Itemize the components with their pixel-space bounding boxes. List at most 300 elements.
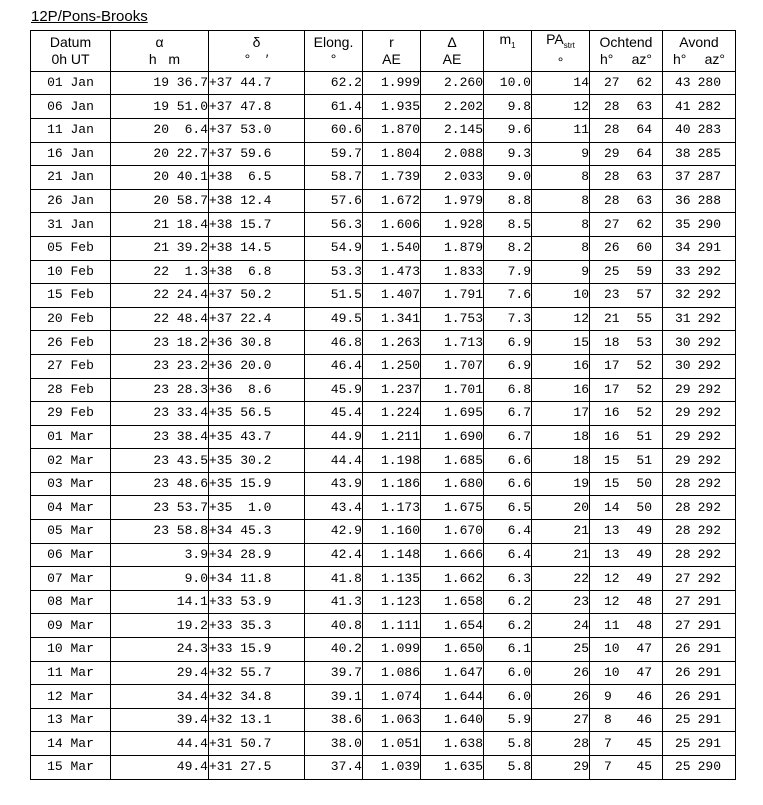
cell-r: 1.606	[363, 213, 421, 237]
cell-dec: +34 11.8	[209, 567, 305, 591]
cell-date: 02 Mar	[31, 449, 111, 473]
cell-ochtend	[590, 166, 663, 190]
cell-delta: 1.647	[421, 661, 484, 685]
cell-avond	[663, 378, 736, 402]
cell-r: 1.407	[363, 284, 421, 308]
cell-ra: 9.0	[111, 567, 209, 591]
cell-avond-altitude: 28	[675, 523, 691, 539]
cell-avond-altitude: 30	[675, 334, 691, 350]
cell-ra: 23 58.8	[111, 520, 209, 544]
cell-r: 1.123	[363, 590, 421, 614]
cell-date: 20 Feb	[31, 307, 111, 331]
cell-delta: 1.833	[421, 260, 484, 284]
cell-elong: 43.9	[305, 472, 363, 496]
cell-delta: 1.635	[421, 756, 484, 780]
cell-ochtend-altitude: 17	[604, 358, 620, 374]
cell-avond-azimuth: 291	[697, 594, 721, 610]
cell-ochtend-azimuth: 49	[636, 570, 652, 586]
cell-ochtend-azimuth: 62	[636, 75, 652, 91]
cell-m1: 5.8	[484, 732, 532, 756]
cell-avond-azimuth: 292	[697, 287, 721, 303]
cell-avond-altitude: 27	[675, 594, 691, 610]
cell-ochtend-azimuth: 63	[636, 193, 652, 209]
cell-avond	[663, 732, 736, 756]
cell-r: 1.135	[363, 567, 421, 591]
cell-ochtend	[590, 708, 663, 732]
cell-r: 1.086	[363, 661, 421, 685]
cell-pa: 26	[532, 685, 590, 709]
table-row	[31, 708, 736, 732]
cell-elong: 38.6	[305, 708, 363, 732]
cell-avond-altitude: 27	[675, 570, 691, 586]
cell-avond-altitude: 28	[675, 546, 691, 562]
header-datum	[31, 31, 111, 72]
header-datum-unit: 0h UT	[51, 50, 90, 67]
cell-ochtend	[590, 614, 663, 638]
cell-dec: +31 27.5	[209, 756, 305, 780]
cell-ochtend-azimuth: 47	[636, 664, 652, 680]
cell-date: 12 Mar	[31, 685, 111, 709]
cell-m1: 6.7	[484, 402, 532, 426]
cell-avond-altitude: 35	[675, 216, 691, 232]
cell-dec: +35 15.9	[209, 472, 305, 496]
cell-dec: +38 12.4	[209, 189, 305, 213]
cell-m1: 6.6	[484, 449, 532, 473]
cell-avond-altitude: 29	[675, 405, 691, 421]
cell-elong: 41.8	[305, 567, 363, 591]
cell-avond-azimuth: 283	[697, 122, 721, 138]
header-ochtend-label: Ochtend	[599, 33, 653, 50]
cell-avond-altitude: 38	[675, 145, 691, 161]
cell-dec: +34 28.9	[209, 543, 305, 567]
cell-avond-altitude: 40	[675, 122, 691, 138]
cell-ochtend	[590, 543, 663, 567]
cell-dec: +38 6.5	[209, 166, 305, 190]
cell-ra: 23 23.2	[111, 354, 209, 378]
cell-dec: +33 15.9	[209, 638, 305, 662]
cell-avond-altitude: 32	[675, 287, 691, 303]
cell-ochtend-altitude: 25	[604, 263, 620, 279]
cell-avond-azimuth: 280	[697, 75, 721, 91]
cell-r: 1.804	[363, 142, 421, 166]
cell-avond	[663, 614, 736, 638]
cell-elong: 40.2	[305, 638, 363, 662]
table-row	[31, 449, 736, 473]
cell-avond	[663, 284, 736, 308]
header-dec	[209, 31, 305, 72]
cell-delta: 1.791	[421, 284, 484, 308]
cell-date: 28 Feb	[31, 378, 111, 402]
cell-date: 06 Mar	[31, 543, 111, 567]
header-m1-label: m	[499, 31, 512, 47]
cell-ochtend-azimuth: 46	[636, 688, 652, 704]
cell-avond-azimuth: 291	[697, 617, 721, 633]
cell-pa: 11	[532, 118, 590, 142]
header-elong	[305, 31, 363, 72]
cell-delta: 1.707	[421, 354, 484, 378]
cell-elong: 39.7	[305, 661, 363, 685]
cell-avond-altitude: 28	[675, 476, 691, 492]
cell-avond-azimuth: 292	[697, 311, 721, 327]
cell-avond-altitude: 26	[675, 688, 691, 704]
cell-dec: +32 55.7	[209, 661, 305, 685]
header-m1	[484, 31, 532, 72]
cell-avond-altitude: 26	[675, 664, 691, 680]
cell-avond-altitude: 29	[675, 381, 691, 397]
header-pa	[532, 31, 590, 72]
cell-ochtend-azimuth: 64	[636, 145, 652, 161]
cell-avond-altitude: 34	[675, 240, 691, 256]
cell-date: 03 Mar	[31, 472, 111, 496]
cell-ra: 20 40.1	[111, 166, 209, 190]
cell-ra: 20 22.7	[111, 142, 209, 166]
cell-dec: +37 53.0	[209, 118, 305, 142]
cell-avond-azimuth: 291	[697, 735, 721, 751]
cell-ochtend-altitude: 15	[604, 452, 620, 468]
cell-avond-azimuth: 285	[697, 145, 721, 161]
table-body	[31, 71, 736, 779]
cell-r: 1.211	[363, 425, 421, 449]
cell-m1: 9.8	[484, 95, 532, 119]
cell-avond	[663, 449, 736, 473]
cell-date: 09 Mar	[31, 614, 111, 638]
cell-avond-azimuth: 292	[697, 405, 721, 421]
cell-elong: 54.9	[305, 236, 363, 260]
cell-pa: 18	[532, 449, 590, 473]
table-row	[31, 378, 736, 402]
cell-r: 1.237	[363, 378, 421, 402]
cell-avond-azimuth: 287	[697, 169, 721, 185]
cell-date: 05 Mar	[31, 520, 111, 544]
table-row	[31, 189, 736, 213]
cell-r: 1.341	[363, 307, 421, 331]
cell-dec: +37 59.6	[209, 142, 305, 166]
cell-r: 1.074	[363, 685, 421, 709]
cell-elong: 42.4	[305, 543, 363, 567]
cell-ra: 24.3	[111, 638, 209, 662]
cell-ochtend-azimuth: 62	[636, 216, 652, 232]
cell-delta: 2.088	[421, 142, 484, 166]
table-row	[31, 590, 736, 614]
cell-avond	[663, 756, 736, 780]
cell-dec: +36 30.8	[209, 331, 305, 355]
cell-ochtend	[590, 472, 663, 496]
cell-delta: 1.979	[421, 189, 484, 213]
cell-avond-azimuth: 292	[697, 429, 721, 444]
cell-avond-azimuth: 282	[697, 98, 721, 114]
cell-elong: 45.4	[305, 402, 363, 426]
table-row	[31, 307, 736, 331]
cell-ochtend	[590, 425, 663, 449]
cell-r: 1.473	[363, 260, 421, 284]
cell-r: 1.148	[363, 543, 421, 567]
cell-m1: 6.8	[484, 378, 532, 402]
cell-avond-azimuth: 290	[697, 216, 721, 232]
cell-date: 01 Mar	[31, 425, 111, 449]
cell-elong: 61.4	[305, 95, 363, 119]
cell-date: 11 Jan	[31, 118, 111, 142]
cell-dec: +33 35.3	[209, 614, 305, 638]
cell-ochtend-azimuth: 53	[636, 334, 652, 350]
cell-date: 15 Feb	[31, 284, 111, 308]
cell-pa: 18	[532, 425, 590, 449]
cell-r: 1.870	[363, 118, 421, 142]
table-row	[31, 756, 736, 780]
cell-avond	[663, 354, 736, 378]
table-row	[31, 402, 736, 426]
cell-ra: 19 36.7	[111, 71, 209, 95]
cell-dec: +32 34.8	[209, 685, 305, 709]
cell-ochtend-azimuth: 60	[636, 240, 652, 256]
cell-dec: +38 14.5	[209, 236, 305, 260]
cell-ochtend-altitude: 14	[604, 499, 620, 515]
table-row	[31, 496, 736, 520]
header-m1-sub: 1	[511, 40, 516, 50]
cell-ochtend-azimuth: 48	[636, 594, 652, 610]
cell-ochtend	[590, 638, 663, 662]
cell-ochtend-azimuth: 63	[636, 169, 652, 185]
cell-avond-altitude: 33	[675, 263, 691, 279]
cell-ra: 34.4	[111, 685, 209, 709]
header-r-unit: AE	[382, 50, 401, 67]
cell-avond-altitude: 30	[675, 358, 691, 374]
cell-ochtend-azimuth: 64	[636, 122, 652, 138]
cell-ochtend	[590, 331, 663, 355]
cell-m1: 6.0	[484, 661, 532, 685]
cell-ra: 3.9	[111, 543, 209, 567]
table-row	[31, 685, 736, 709]
cell-ra: 19.2	[111, 614, 209, 638]
header-dec-unit-min: ′	[265, 50, 269, 67]
table-row	[31, 354, 736, 378]
cell-r: 1.250	[363, 354, 421, 378]
table-row	[31, 95, 736, 119]
cell-ochtend-altitude: 29	[604, 145, 620, 161]
cell-avond-azimuth: 292	[697, 334, 721, 350]
cell-avond	[663, 118, 736, 142]
cell-avond	[663, 567, 736, 591]
table-row	[31, 425, 736, 449]
cell-ochtend-altitude: 26	[604, 240, 620, 256]
cell-ochtend	[590, 236, 663, 260]
cell-avond-altitude: 28	[675, 499, 691, 515]
cell-ochtend-altitude: 17	[604, 381, 620, 397]
header-ochtend	[590, 31, 663, 72]
cell-avond-altitude: 25	[675, 759, 691, 775]
cell-pa: 10	[532, 284, 590, 308]
cell-elong: 51.5	[305, 284, 363, 308]
cell-delta: 1.695	[421, 402, 484, 426]
table-row	[31, 614, 736, 638]
header-delta-unit: AE	[442, 50, 462, 67]
header-r	[363, 31, 421, 72]
cell-ochtend-altitude: 12	[604, 594, 620, 610]
table-row	[31, 520, 736, 544]
cell-ochtend-azimuth: 51	[636, 429, 652, 444]
cell-elong: 53.3	[305, 260, 363, 284]
cell-ochtend-azimuth: 45	[636, 735, 652, 751]
cell-dec: +35 1.0	[209, 496, 305, 520]
cell-ra: 23 48.6	[111, 472, 209, 496]
cell-m1: 9.6	[484, 118, 532, 142]
cell-ochtend-azimuth: 51	[636, 452, 652, 468]
cell-pa: 24	[532, 614, 590, 638]
cell-r: 1.063	[363, 708, 421, 732]
cell-avond	[663, 71, 736, 95]
cell-delta: 1.654	[421, 614, 484, 638]
cell-ochtend-azimuth: 50	[636, 499, 652, 515]
cell-pa: 8	[532, 189, 590, 213]
header-dec-label: δ	[252, 33, 261, 50]
table-row	[31, 142, 736, 166]
cell-pa: 12	[532, 307, 590, 331]
cell-r: 1.111	[363, 614, 421, 638]
cell-pa: 9	[532, 260, 590, 284]
cell-ochtend-altitude: 27	[604, 75, 620, 91]
cell-date: 11 Mar	[31, 661, 111, 685]
cell-elong: 42.9	[305, 520, 363, 544]
header-ra-unit-m: m	[168, 50, 181, 67]
cell-ochtend-altitude: 10	[604, 641, 620, 657]
header-ochtend-az: az°	[631, 50, 652, 67]
cell-ochtend	[590, 307, 663, 331]
cell-avond	[663, 543, 736, 567]
cell-ochtend-altitude: 12	[604, 570, 620, 586]
cell-r: 1.039	[363, 756, 421, 780]
cell-pa: 21	[532, 543, 590, 567]
cell-avond-azimuth: 291	[697, 641, 721, 657]
cell-avond	[663, 166, 736, 190]
cell-ra: 21 39.2	[111, 236, 209, 260]
cell-m1: 6.0	[484, 685, 532, 709]
cell-dec: +37 47.8	[209, 95, 305, 119]
cell-m1: 6.1	[484, 638, 532, 662]
cell-elong: 60.6	[305, 118, 363, 142]
cell-delta: 1.685	[421, 449, 484, 473]
cell-pa: 16	[532, 354, 590, 378]
cell-r: 1.099	[363, 638, 421, 662]
cell-ochtend	[590, 189, 663, 213]
cell-delta: 1.928	[421, 213, 484, 237]
cell-ochtend-azimuth: 49	[636, 546, 652, 562]
cell-m1: 7.9	[484, 260, 532, 284]
cell-avond-altitude: 31	[675, 311, 691, 327]
cell-delta: 1.670	[421, 520, 484, 544]
cell-avond-azimuth: 288	[697, 193, 721, 209]
cell-ochtend-altitude: 7	[604, 759, 612, 775]
cell-delta: 1.640	[421, 708, 484, 732]
cell-ra: 49.4	[111, 756, 209, 780]
cell-avond-altitude: 25	[675, 735, 691, 751]
cell-pa: 26	[532, 661, 590, 685]
table-row	[31, 260, 736, 284]
cell-avond	[663, 95, 736, 119]
cell-ochtend-altitude: 28	[604, 98, 620, 114]
cell-ra: 29.4	[111, 661, 209, 685]
cell-dec: +36 8.6	[209, 378, 305, 402]
table-row	[31, 236, 736, 260]
cell-avond-azimuth: 292	[697, 476, 721, 492]
cell-delta: 1.680	[421, 472, 484, 496]
cell-r: 1.051	[363, 732, 421, 756]
cell-m1: 8.5	[484, 213, 532, 237]
cell-avond-azimuth: 291	[697, 712, 721, 728]
cell-avond	[663, 661, 736, 685]
cell-r: 1.739	[363, 166, 421, 190]
cell-elong: 57.6	[305, 189, 363, 213]
cell-avond-altitude: 29	[675, 452, 691, 468]
cell-pa: 8	[532, 213, 590, 237]
cell-avond-altitude: 36	[675, 193, 691, 209]
cell-r: 1.173	[363, 496, 421, 520]
cell-avond-altitude: 43	[675, 75, 691, 91]
cell-ochtend	[590, 71, 663, 95]
cell-avond	[663, 213, 736, 237]
cell-ochtend	[590, 402, 663, 426]
cell-avond-azimuth: 291	[697, 664, 721, 680]
cell-ochtend-altitude: 27	[604, 216, 620, 232]
cell-avond	[663, 402, 736, 426]
cell-date: 01 Jan	[31, 71, 111, 95]
cell-elong: 43.4	[305, 496, 363, 520]
cell-avond-azimuth: 292	[697, 546, 721, 562]
cell-date: 07 Mar	[31, 567, 111, 591]
cell-avond	[663, 142, 736, 166]
header-pa-label: PA	[546, 31, 564, 47]
ephemeris-table	[30, 30, 736, 780]
cell-m1: 6.6	[484, 472, 532, 496]
cell-elong: 40.8	[305, 614, 363, 638]
cell-delta: 1.675	[421, 496, 484, 520]
cell-r: 1.186	[363, 472, 421, 496]
table-row	[31, 71, 736, 95]
cell-ochtend	[590, 449, 663, 473]
cell-ra: 23 53.7	[111, 496, 209, 520]
cell-delta: 1.666	[421, 543, 484, 567]
cell-ochtend-altitude: 16	[604, 405, 620, 421]
cell-dec: +38 6.8	[209, 260, 305, 284]
cell-elong: 58.7	[305, 166, 363, 190]
cell-m1: 6.5	[484, 496, 532, 520]
cell-ra: 20 6.4	[111, 118, 209, 142]
cell-ra: 20 58.7	[111, 189, 209, 213]
cell-ochtend	[590, 118, 663, 142]
cell-ochtend-azimuth: 46	[636, 712, 652, 728]
cell-avond-azimuth: 292	[697, 263, 721, 279]
cell-dec: +37 22.4	[209, 307, 305, 331]
cell-m1: 6.2	[484, 614, 532, 638]
cell-delta: 1.713	[421, 331, 484, 355]
cell-avond-azimuth: 291	[697, 688, 721, 704]
cell-r: 1.999	[363, 71, 421, 95]
cell-date: 16 Jan	[31, 142, 111, 166]
cell-ochtend-azimuth: 50	[636, 476, 652, 492]
cell-elong: 44.4	[305, 449, 363, 473]
header-r-label: r	[389, 33, 394, 50]
cell-date: 10 Feb	[31, 260, 111, 284]
cell-date: 21 Jan	[31, 166, 111, 190]
cell-dec: +38 15.7	[209, 213, 305, 237]
cell-ochtend-azimuth: 52	[636, 358, 652, 374]
cell-avond-azimuth: 292	[697, 499, 721, 515]
cell-avond-azimuth: 292	[697, 381, 721, 397]
header-avond-label: Avond	[679, 33, 719, 50]
cell-elong: 45.9	[305, 378, 363, 402]
cell-ochtend-altitude: 23	[604, 287, 620, 303]
cell-pa: 28	[532, 732, 590, 756]
cell-avond	[663, 236, 736, 260]
cell-avond	[663, 425, 736, 449]
